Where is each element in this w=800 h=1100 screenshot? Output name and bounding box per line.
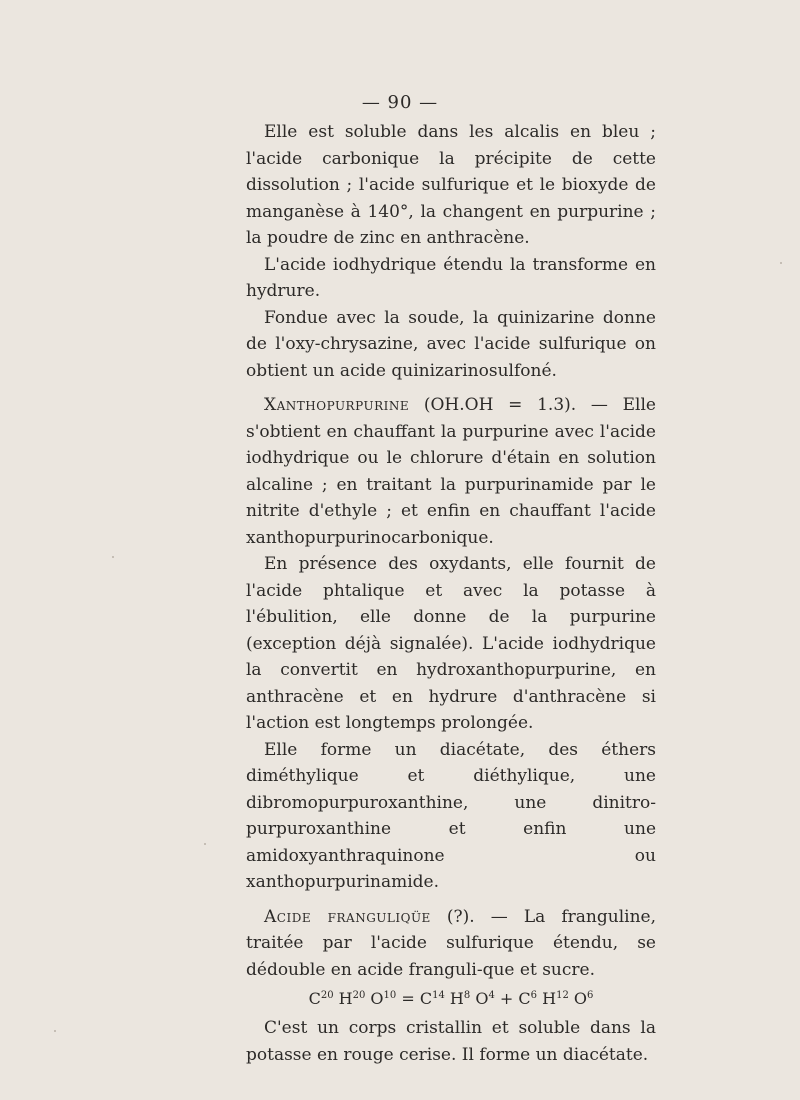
paragraph-corps-cristallin: C'est un corps cristallin et soluble dans la potasse en rouge cerise. Il forme un diacétate. [246,1018,656,1065]
frangulique-text: (?). — La franguline, traitée par l'acide sulfurique étendu, se dédouble en acide franguli-que et sucre. [246,906,656,980]
paragraph-acide-iodhydrique: L'acide iodhydrique étendu la transforme en hydrure. [246,254,656,301]
section-title-acide-frangulique: Acide franguliqüe [264,906,431,927]
paragraph-acide-frangulique [246,904,656,984]
paragraph-diacetate: Elle forme un diacétate, des éthers diméthylique et diéthylique, une dibromopurpuroxanthine, une dinitro-purpuroxanthine et enfin une amidoxyanthraquinone ou xanthopurpurinamide. [246,739,656,892]
paper-speck [780,262,782,264]
paragraph-soluble-alcalis: Elle est soluble dans les alcalis en bleu ; l'acide carbonique la précipite de cette dissolution ; l'acide sulfurique et le bioxyde de manganèse à 140°, la changent en purpurine ; la poudre de zinc en anthracène. [246,122,656,248]
body-text [246,119,656,1068]
paper-speck [54,1030,56,1032]
xanthopurpurine-text: (OH.OH = 1.3). — Elle s'obtient en chauffant la purpurine avec l'acide iodhydrique ou le chlorure d'étain en solution alcaline ; en traitant la purpurinamide par le nitrite d'ethyle ; et enfin en chauffant l'acide xanthopurpurinocarbonique. [246,395,656,548]
paper-speck [204,843,206,845]
paragraph-oxydants: En présence des oxydants, elle fournit de l'acide phtalique et avec la potasse à l'ébulition, elle donne de la purpurine (exception déjà signalée). L'acide iodhydrique la convertit en hydroxanthopurpurine, en anthracène et en hydrure d'anthracène si l'action est longtemps prolongée. [246,554,656,733]
paragraph-fondue-soude: Fondue avec la soude, la quinizarine donne de l'oxy-chrysazine, avec l'acide sulfurique on obtient un acide quinizarinosulfoné. [246,307,656,381]
section-title-xanthopurpurine: Xanthopurpurine [264,395,410,415]
paper-speck [112,556,114,558]
chemical-equation: $C^{20}$ $H^{20}$ $O^{10} = C^{14}$ $H^8$ $O^4 + C^6$ $H^{12}$ $O^6$ [308,989,594,1008]
paragraph-xanthopurpurine [246,392,656,551]
page-number: — 90 — [361,92,439,113]
